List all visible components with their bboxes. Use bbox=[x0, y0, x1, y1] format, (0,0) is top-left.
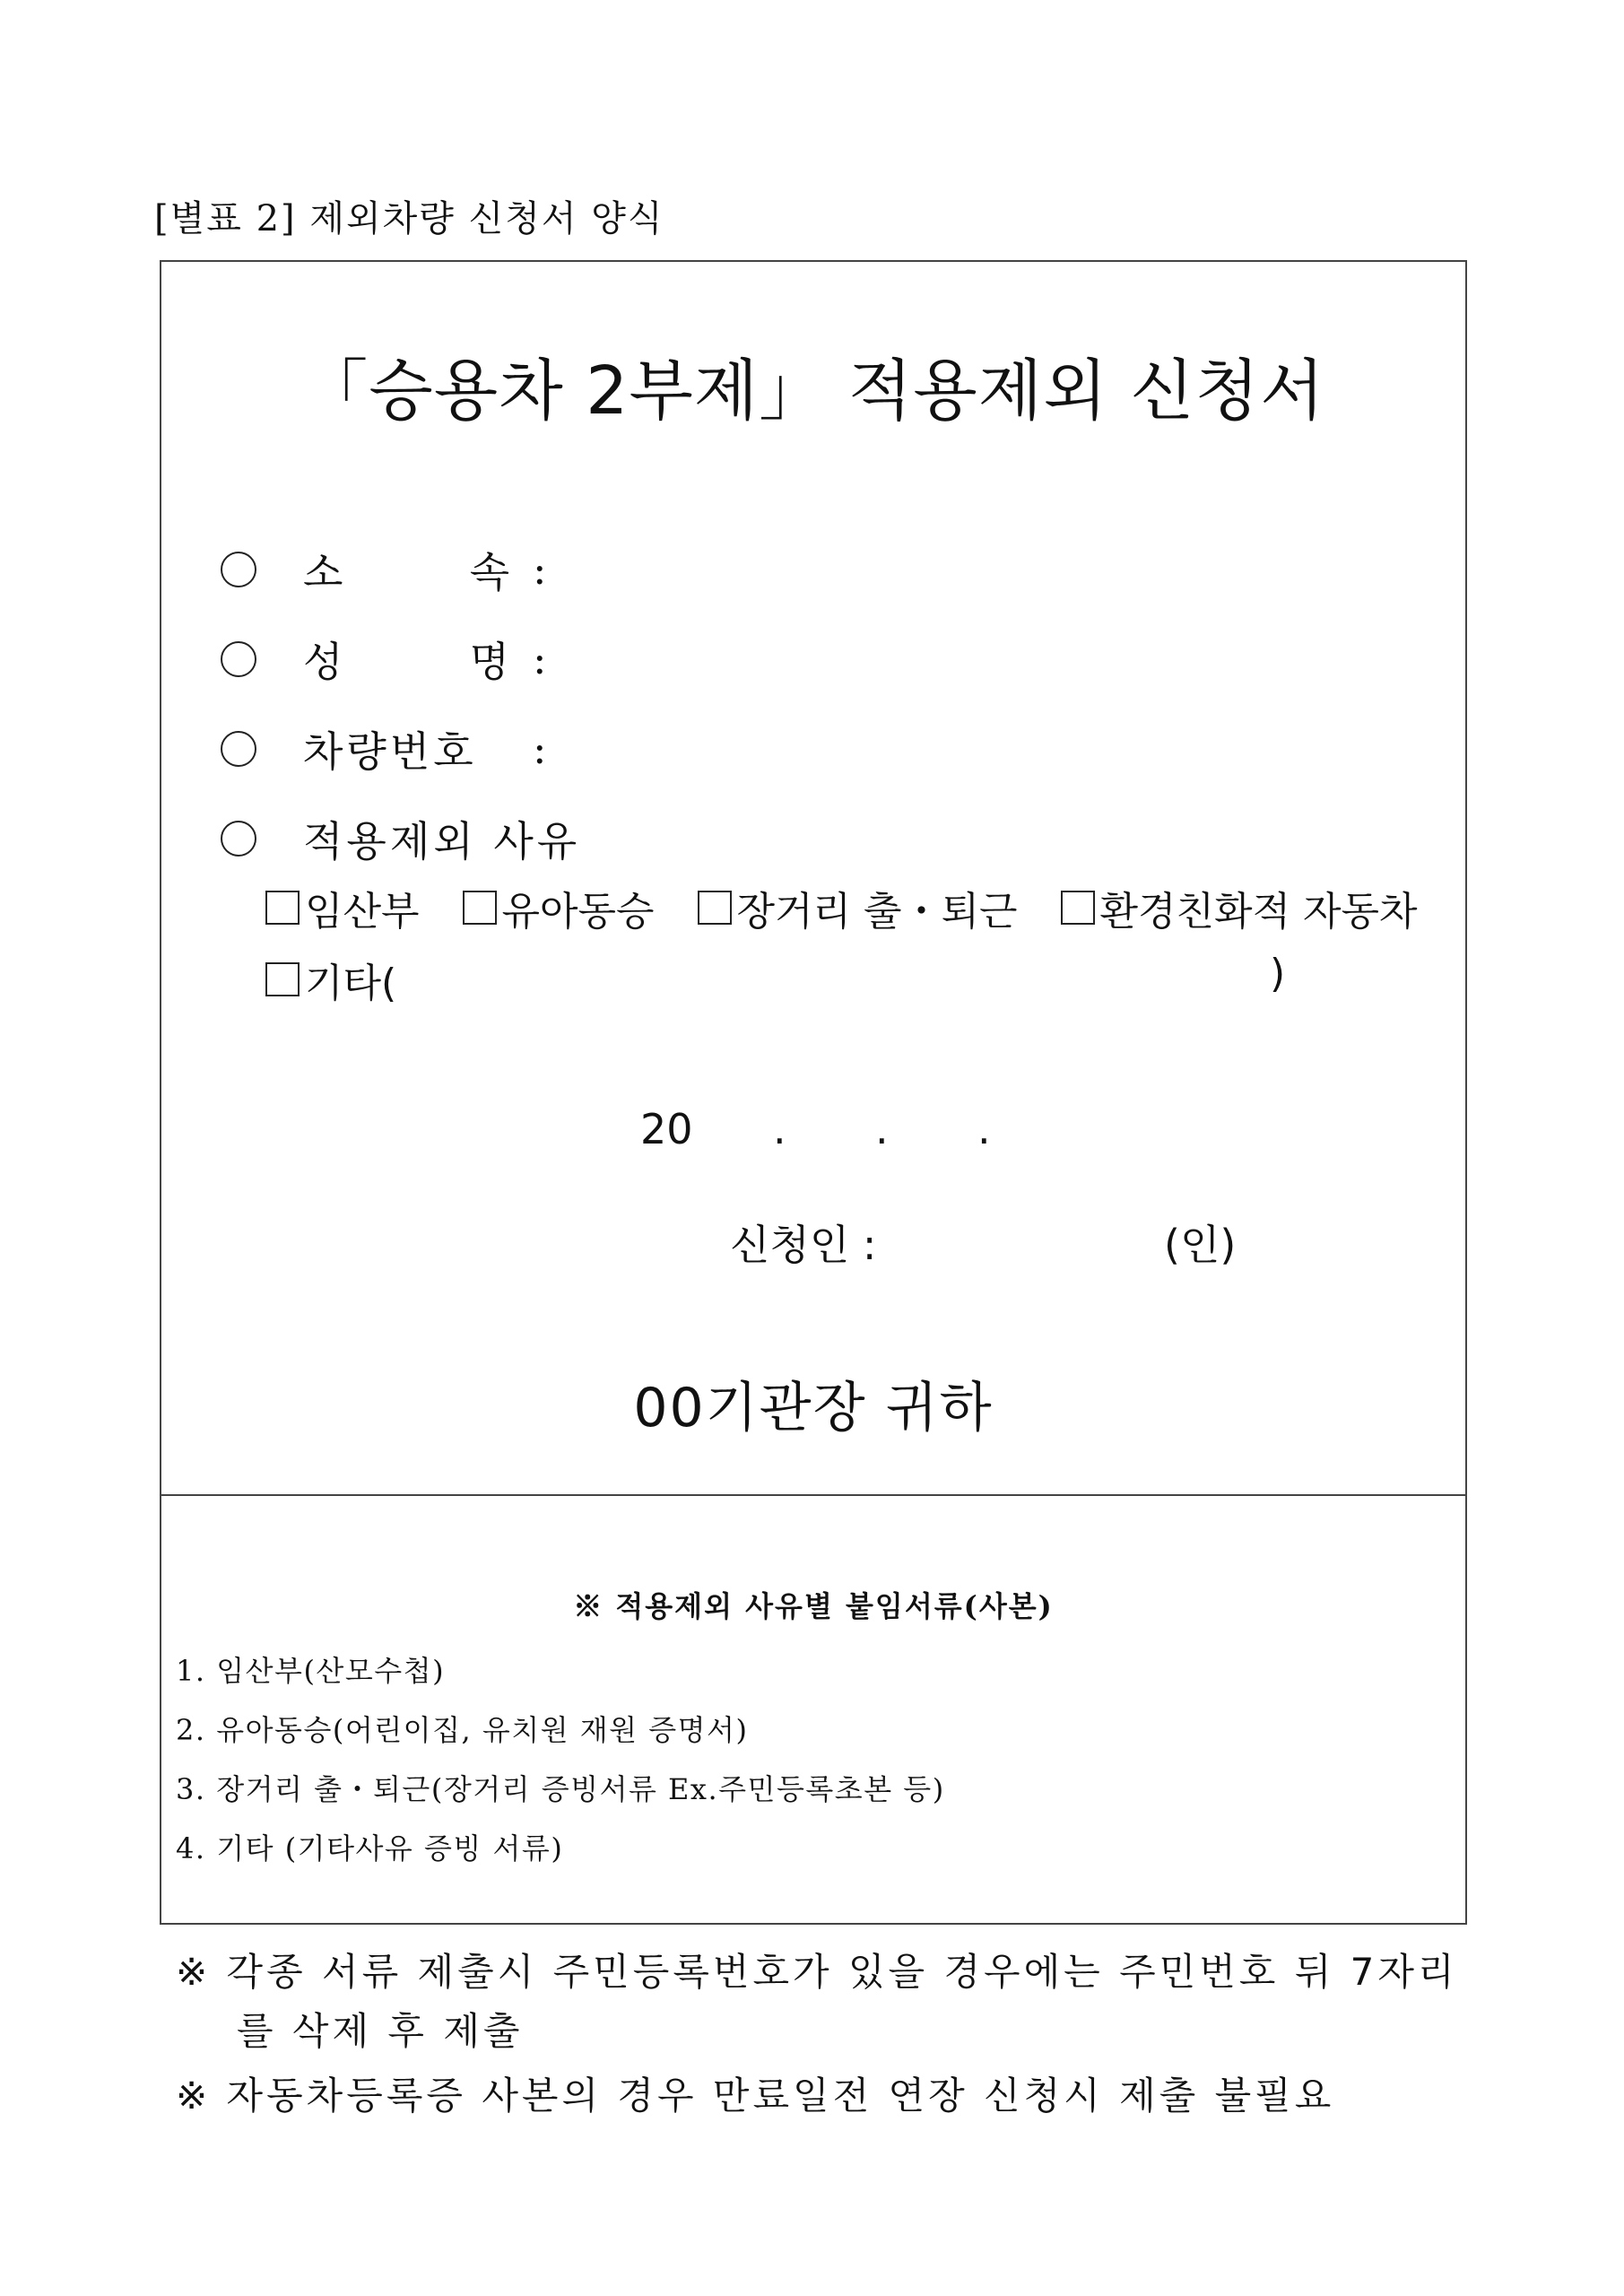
checkbox-icon[interactable] bbox=[698, 891, 732, 925]
date-year: 20 bbox=[640, 1105, 693, 1153]
date-dot: . bbox=[977, 1105, 991, 1153]
reason-other[interactable]: 기타( bbox=[265, 951, 396, 1008]
checkbox-icon[interactable] bbox=[265, 891, 300, 925]
form-caption: [별표 2] 제외차량 신청서 양식 bbox=[154, 198, 664, 239]
field-label: 차량번호 bbox=[303, 727, 477, 776]
list-item: 2. 유아동승(어린이집, 유치원 재원 증명서) bbox=[176, 1713, 749, 1747]
note-resident-number-cont: 를 삭제 후 제출 bbox=[237, 2009, 524, 2053]
field-exemption-reason bbox=[221, 809, 580, 868]
field-colon: : bbox=[533, 635, 547, 683]
note-registration-copy: ※ 자동차등록증 사본의 경우 만료일전 연장 신청시 제출 불필요 bbox=[176, 2074, 1335, 2118]
applicant-label: 신청인 : bbox=[730, 1221, 877, 1269]
checkbox-icon[interactable] bbox=[1061, 891, 1095, 925]
reason-pregnant[interactable]: 임산부 bbox=[265, 879, 420, 936]
note-resident-number: ※ 각종 서류 제출시 주민등록번호가 있을 경우에는 주민번호 뒤 7자리 bbox=[176, 1950, 1458, 1994]
date-dot: . bbox=[773, 1105, 786, 1153]
reason-checkbox-row bbox=[265, 879, 1418, 936]
attachments-title: ※ 적용제외 사유별 붙임서류(사본) bbox=[573, 1589, 1054, 1623]
field-label: 성 명 bbox=[303, 638, 509, 686]
list-item: 1. 임산부(산모수첩) bbox=[176, 1654, 446, 1688]
reason-child-passenger[interactable]: 유아동승 bbox=[463, 879, 655, 936]
seal-label: (인) bbox=[1164, 1221, 1237, 1269]
checkbox-icon[interactable] bbox=[463, 891, 497, 925]
field-affiliation bbox=[221, 540, 547, 599]
list-item: 4. 기타 (기타사유 증빙 서류) bbox=[176, 1831, 564, 1866]
attachments-box bbox=[160, 1494, 1467, 1925]
reason-eco-vehicle[interactable]: 환경친화적 자동차 bbox=[1061, 879, 1418, 936]
field-name bbox=[221, 630, 547, 689]
date-dot: . bbox=[875, 1105, 889, 1153]
circle-bullet-icon bbox=[221, 552, 256, 587]
field-label: 소 속 bbox=[303, 548, 509, 596]
field-colon: : bbox=[533, 545, 547, 594]
list-item: 3. 장거리 출・퇴근(장거리 증빙서류 Ex.주민등록초본 등) bbox=[176, 1772, 945, 1806]
reason-long-commute[interactable]: 장거리 출・퇴근 bbox=[698, 879, 1018, 936]
circle-bullet-icon bbox=[221, 821, 256, 857]
circle-bullet-icon bbox=[221, 641, 256, 677]
recipient: 00기관장 귀하 bbox=[633, 1377, 994, 1439]
reason-other-row bbox=[265, 951, 1286, 1008]
application-form-box bbox=[160, 260, 1467, 1496]
circle-bullet-icon bbox=[221, 731, 256, 767]
field-vehicle-number bbox=[221, 719, 547, 778]
field-colon: : bbox=[533, 725, 547, 773]
checkbox-icon[interactable] bbox=[265, 962, 300, 996]
field-label: 적용제외 사유 bbox=[303, 817, 581, 865]
form-title: 「승용차 2부제」 적용제외 신청서 bbox=[301, 352, 1325, 430]
other-close-paren: ) bbox=[1270, 951, 1286, 996]
